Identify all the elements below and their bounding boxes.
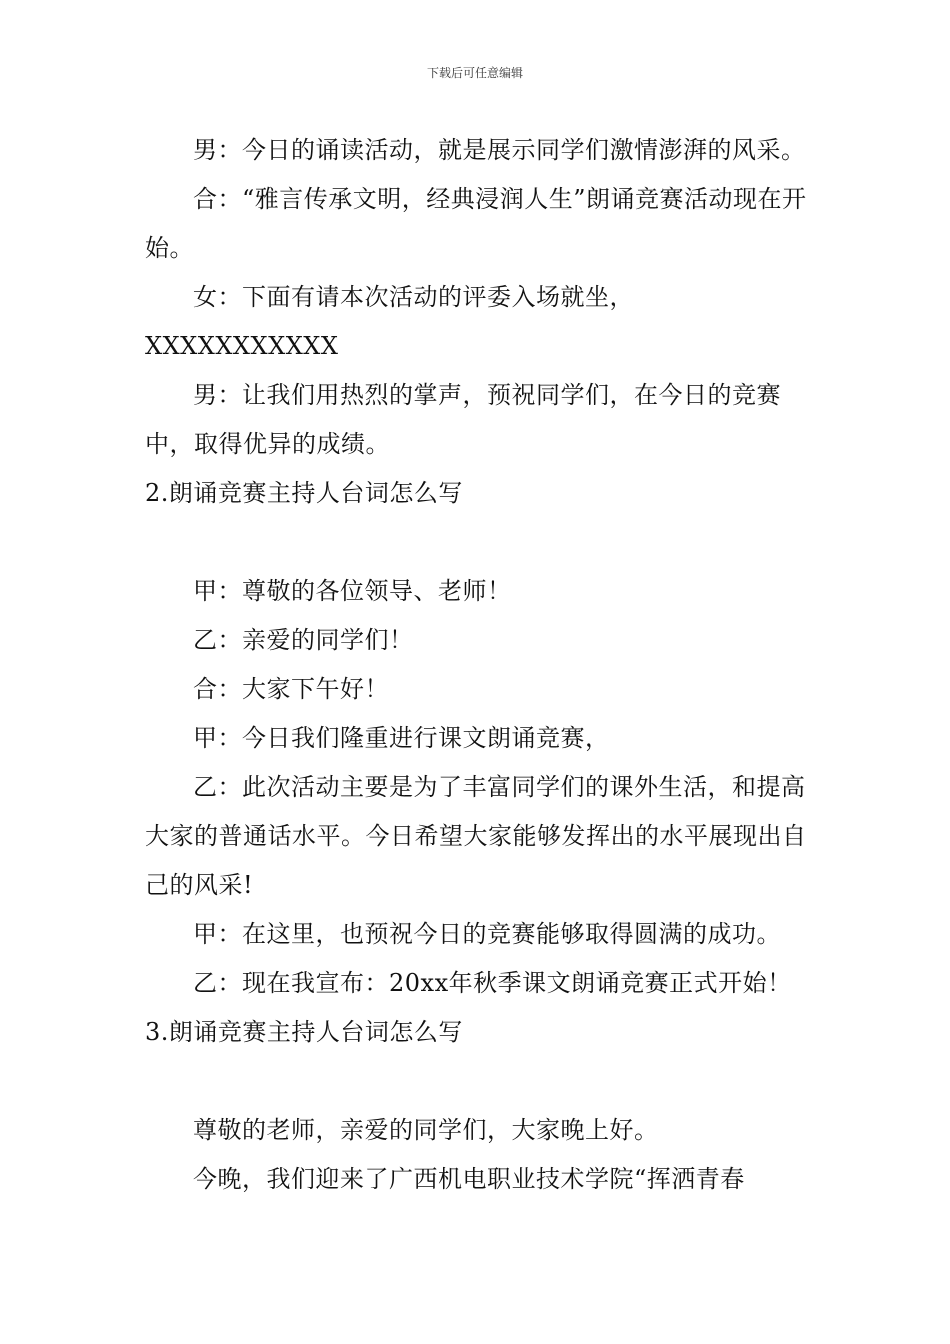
paragraph: 男：让我们用热烈的掌声，预祝同学们，在今日的竞赛中，取得优异的成绩。 — [145, 381, 781, 458]
paragraph: 合：“雅言传承文明，经典浸润人生”朗诵竞赛活动现在开始。 — [145, 185, 807, 262]
dialogue-line: 甲：今日我们隆重进行课文朗诵竞赛， — [193, 724, 610, 752]
document-body — [145, 126, 807, 1204]
dialogue-line: 乙：亲爱的同学们！ — [193, 626, 414, 654]
section-heading: 3.朗诵竞赛主持人台词怎么写 — [145, 1018, 463, 1046]
paragraph: 男：今日的诵读活动，就是展示同学们激情澎湃的风采。 — [193, 136, 806, 164]
dialogue-line: 甲：在这里，也预祝今日的竞赛能够取得圆满的成功。 — [193, 920, 781, 948]
paragraph: 尊敬的老师，亲爱的同学们，大家晚上好。 — [193, 1116, 659, 1144]
paragraph: 女：下面有请本次活动的评委入场就坐，XXXXXXXXXXX — [145, 283, 634, 360]
dialogue-line: 乙：现在我宣布：20xx年秋季课文朗诵竞赛正式开始！ — [193, 969, 792, 997]
spacer — [145, 518, 807, 567]
dialogue-line: 乙：此次活动主要是为了丰富同学们的课外生活，和提高大家的普通话水平。今日希望大家能够发挥出的水平展现出自己的风采! — [145, 773, 807, 899]
paragraph: 今晚，我们迎来了广西机电职业技术学院“挥洒青春 — [193, 1165, 745, 1193]
dialogue-line: 甲：尊敬的各位领导、老师！ — [193, 577, 512, 605]
section-heading: 2.朗诵竞赛主持人台词怎么写 — [145, 479, 463, 507]
page-header: 下载后可任意编辑 — [426, 66, 523, 80]
spacer — [145, 1057, 807, 1106]
dialogue-line: 合：大家下午好！ — [193, 675, 389, 703]
